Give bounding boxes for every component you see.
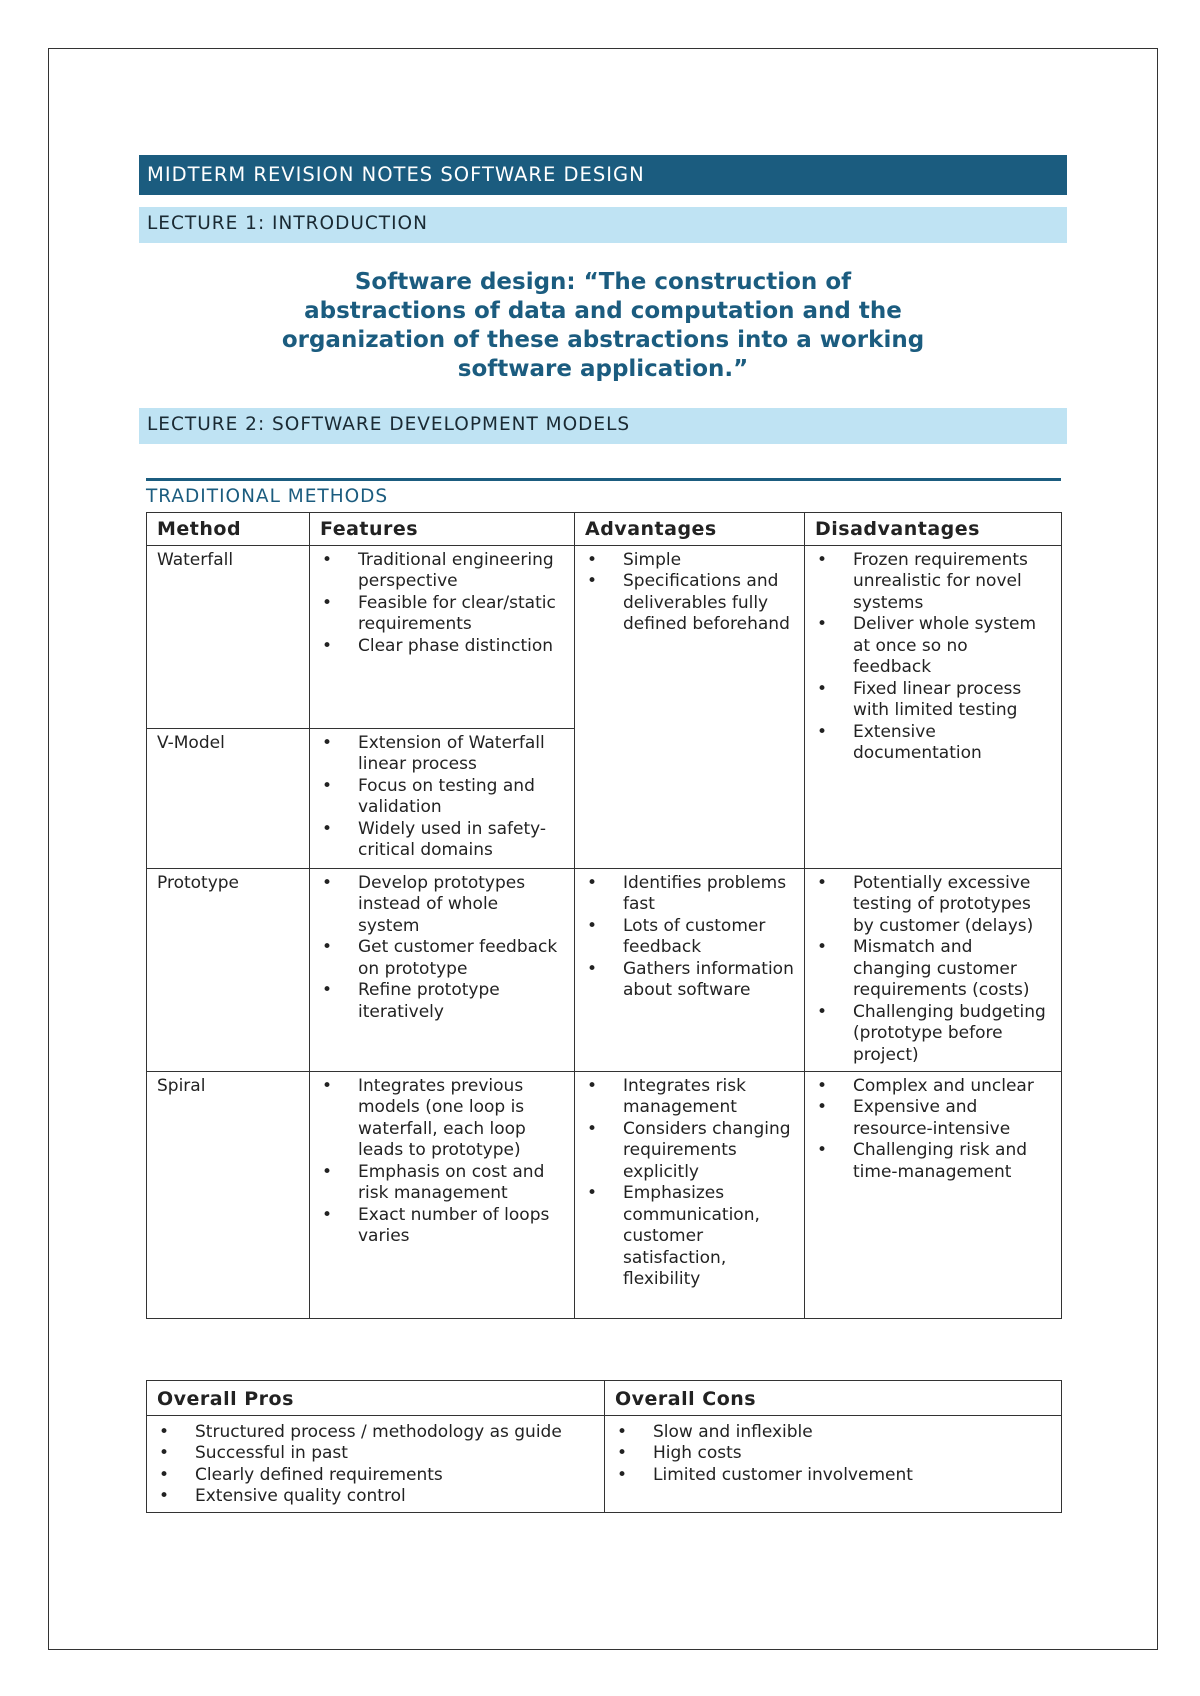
- list-item: • Mismatch and changing customer requirements (costs): [815, 937, 1051, 1002]
- list-item: • Clear phase distinction: [320, 636, 564, 658]
- quote-line: Software design: “The construction of: [354, 269, 852, 295]
- list-item: • Successful in past: [157, 1443, 594, 1465]
- method-cell: Waterfall: [147, 545, 310, 728]
- list-item: • Traditional engineering perspective: [320, 550, 564, 593]
- pros-cell: [147, 1415, 605, 1512]
- list-item: • Challenging budgeting (prototype before project): [815, 1002, 1051, 1067]
- list-item: • High costs: [615, 1443, 1051, 1465]
- column-header-features: Features: [310, 513, 575, 546]
- method-cell: V-Model: [147, 728, 310, 868]
- lecture-2-heading: LECTURE 2: SOFTWARE DEVELOPMENT MODELS: [139, 408, 1067, 444]
- list-item: • Extension of Waterfall linear process: [320, 733, 564, 776]
- list-item: • Limited customer involvement: [615, 1465, 1051, 1487]
- pros-cons-header-row: [147, 1381, 1062, 1416]
- list-item: • Feasible for clear/static requirements: [320, 593, 564, 636]
- list-item: • Focus on testing and validation: [320, 776, 564, 819]
- quote-line: software application.”: [457, 356, 749, 382]
- cons-cell: [605, 1415, 1062, 1512]
- list-item: • Gathers information about software: [585, 959, 794, 1002]
- list-item: • Integrates previous models (one loop is waterfall, each loop leads to prototype): [320, 1076, 564, 1162]
- list-item: • Emphasizes communication, customer satisfaction, flexibility: [585, 1183, 794, 1291]
- list-item: • Emphasis on cost and risk management: [320, 1162, 564, 1205]
- list-item: • Simple: [585, 550, 794, 572]
- document-title: MIDTERM REVISION NOTES SOFTWARE DESIGN: [139, 155, 1067, 195]
- methods-table: [146, 512, 1062, 1319]
- quote-line: abstractions of data and computation and the: [304, 298, 902, 324]
- list-item: • Fixed linear process with limited testing: [815, 679, 1051, 722]
- table-row: [147, 1415, 1062, 1512]
- lecture-1-heading: LECTURE 1: INTRODUCTION: [139, 207, 1067, 243]
- advantages-cell: [575, 545, 805, 868]
- list-item: • Frozen requirements unrealistic for novel systems: [815, 550, 1051, 615]
- list-item: • Slow and inflexible: [615, 1422, 1051, 1444]
- list-item: • Complex and unclear: [815, 1076, 1051, 1098]
- list-item: • Exact number of loops varies: [320, 1205, 564, 1248]
- advantages-cell: [575, 1071, 805, 1318]
- list-item: • Extensive documentation: [815, 722, 1051, 765]
- list-item: • Structured process / methodology as guide: [157, 1422, 594, 1444]
- section-divider: [146, 478, 1061, 481]
- methods-table-header-row: [147, 513, 1062, 546]
- method-cell: Prototype: [147, 868, 310, 1071]
- list-item: • Get customer feedback on prototype: [320, 937, 564, 980]
- list-item: • Develop prototypes instead of whole system: [320, 873, 564, 938]
- features-cell: [310, 545, 575, 728]
- disadvantages-cell: [805, 1071, 1062, 1318]
- list-item: • Integrates risk management: [585, 1076, 794, 1119]
- features-cell: [310, 1071, 575, 1318]
- method-cell: Spiral: [147, 1071, 310, 1318]
- features-cell: [310, 868, 575, 1071]
- column-header-cons: Overall Cons: [605, 1381, 1062, 1416]
- column-header-advantages: Advantages: [575, 513, 805, 546]
- features-cell: [310, 728, 575, 868]
- column-header-method: Method: [147, 513, 310, 546]
- table-row: [147, 1071, 1062, 1318]
- list-item: • Widely used in safety-critical domains: [320, 819, 564, 862]
- list-item: • Specifications and deliverables fully defined beforehand: [585, 571, 794, 636]
- list-item: • Expensive and resource-intensive: [815, 1097, 1051, 1140]
- table-row: [147, 868, 1062, 1071]
- list-item: • Lots of customer feedback: [585, 916, 794, 959]
- quote-line: organization of these abstractions into a working: [281, 327, 925, 353]
- list-item: • Potentially excessive testing of prototypes by customer (delays): [815, 873, 1051, 938]
- list-item: • Refine prototype iteratively: [320, 980, 564, 1023]
- column-header-disadvantages: Disadvantages: [805, 513, 1062, 546]
- definition-quote: [200, 268, 1006, 384]
- pros-cons-table: [146, 1380, 1062, 1513]
- list-item: • Clearly defined requirements: [157, 1465, 594, 1487]
- disadvantages-cell: [805, 545, 1062, 868]
- column-header-pros: Overall Pros: [147, 1381, 605, 1416]
- list-item: • Extensive quality control: [157, 1486, 594, 1508]
- table-row: [147, 545, 1062, 728]
- traditional-methods-label: TRADITIONAL METHODS: [146, 486, 389, 507]
- list-item: • Considers changing requirements explicitly: [585, 1119, 794, 1184]
- disadvantages-cell: [805, 868, 1062, 1071]
- list-item: • Deliver whole system at once so no feedback: [815, 614, 1051, 679]
- list-item: • Challenging risk and time-management: [815, 1140, 1051, 1183]
- advantages-cell: [575, 868, 805, 1071]
- list-item: • Identifies problems fast: [585, 873, 794, 916]
